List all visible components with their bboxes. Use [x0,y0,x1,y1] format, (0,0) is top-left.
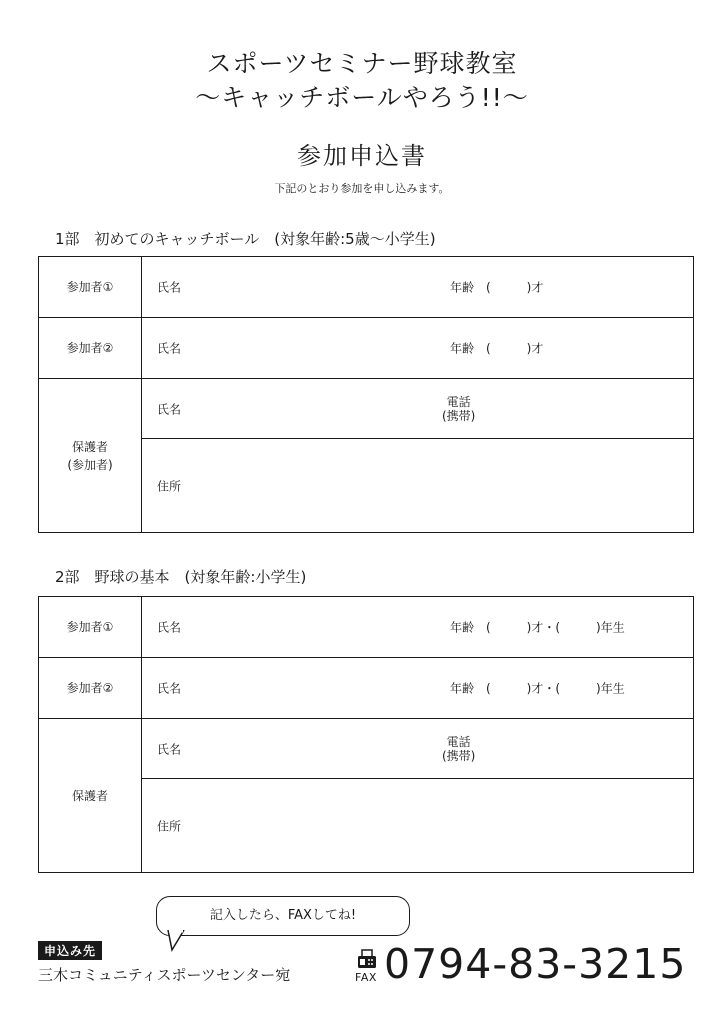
form-subtitle: 下記のとおり参加を申し込みます。 [274,182,450,195]
phone-label [442,735,475,763]
participant2-entry[interactable] [142,318,694,379]
guardian-label: 保護者 [39,719,142,873]
phone-label [442,395,475,423]
phone-label-line1: 電話 [446,734,471,749]
section1-guardian-row [39,379,694,439]
form-title: 参加申込書 [297,142,427,170]
section1-participant2-row [39,318,694,379]
guardian-address-entry[interactable] [142,439,694,533]
title-line2: 〜キャッチボールやろう!!〜 [195,83,529,112]
section1-title: 1部 初めてのキャッチボール (対象年齢:5歳〜小学生) [55,230,436,248]
age-grade-field: 年齢 ( )才・( )年生 [450,620,625,635]
participant2-label: 参加者② [39,658,142,719]
participant1-entry[interactable] [142,597,694,658]
participant1-label: 参加者① [39,257,142,318]
name-label: 氏名 [157,620,182,635]
guardian-name-entry[interactable] [142,719,694,779]
age-grade-field: 年齢 ( )才・( )年生 [450,681,625,696]
participant2-entry[interactable] [142,658,694,719]
name-label: 氏名 [157,280,182,295]
participant2-label: 参加者② [39,318,142,379]
name-label: 氏名 [157,742,182,756]
participant1-label: 参加者① [39,597,142,658]
section2-participant1-row [39,597,694,658]
section1-table [38,256,694,533]
guardian-address-entry[interactable] [142,779,694,873]
name-label: 氏名 [157,402,182,416]
destination-badge: 申込み先 [38,941,102,960]
address-label: 住所 [157,479,182,493]
title-line1: スポーツセミナー野球教室 [206,49,518,78]
section2-guardian-row [39,719,694,779]
fax-label: FAX [355,971,377,984]
section1-participant1-row [39,257,694,318]
participant1-entry[interactable] [142,257,694,318]
name-label: 氏名 [157,341,182,356]
speech-bubble: 記入したら、FAXしてね! [156,896,410,936]
address-label: 住所 [157,819,182,833]
fax-number: 0794-83-3215 [384,940,687,988]
guardian-label [39,379,142,533]
phone-label-line1: 電話 [446,394,471,409]
fax-machine-icon [356,949,378,969]
section2-title: 2部 野球の基本 (対象年齢:小学生) [55,568,307,586]
destination-text: 三木コミュニティスポーツセンター宛 [38,966,291,984]
guardian-label-line2: (参加者) [67,457,113,472]
age-field: 年齢 ( )才 [450,341,544,356]
age-field: 年齢 ( )才 [450,280,544,295]
phone-label-line2: (携帯) [442,408,476,423]
guardian-name-entry[interactable] [142,379,694,439]
phone-label-line2: (携帯) [442,748,476,763]
section2-participant2-row [39,658,694,719]
guardian-label-line1: 保護者 [71,439,108,454]
section2-table [38,596,694,873]
name-label: 氏名 [157,681,182,696]
speech-bubble-tail [166,930,194,954]
